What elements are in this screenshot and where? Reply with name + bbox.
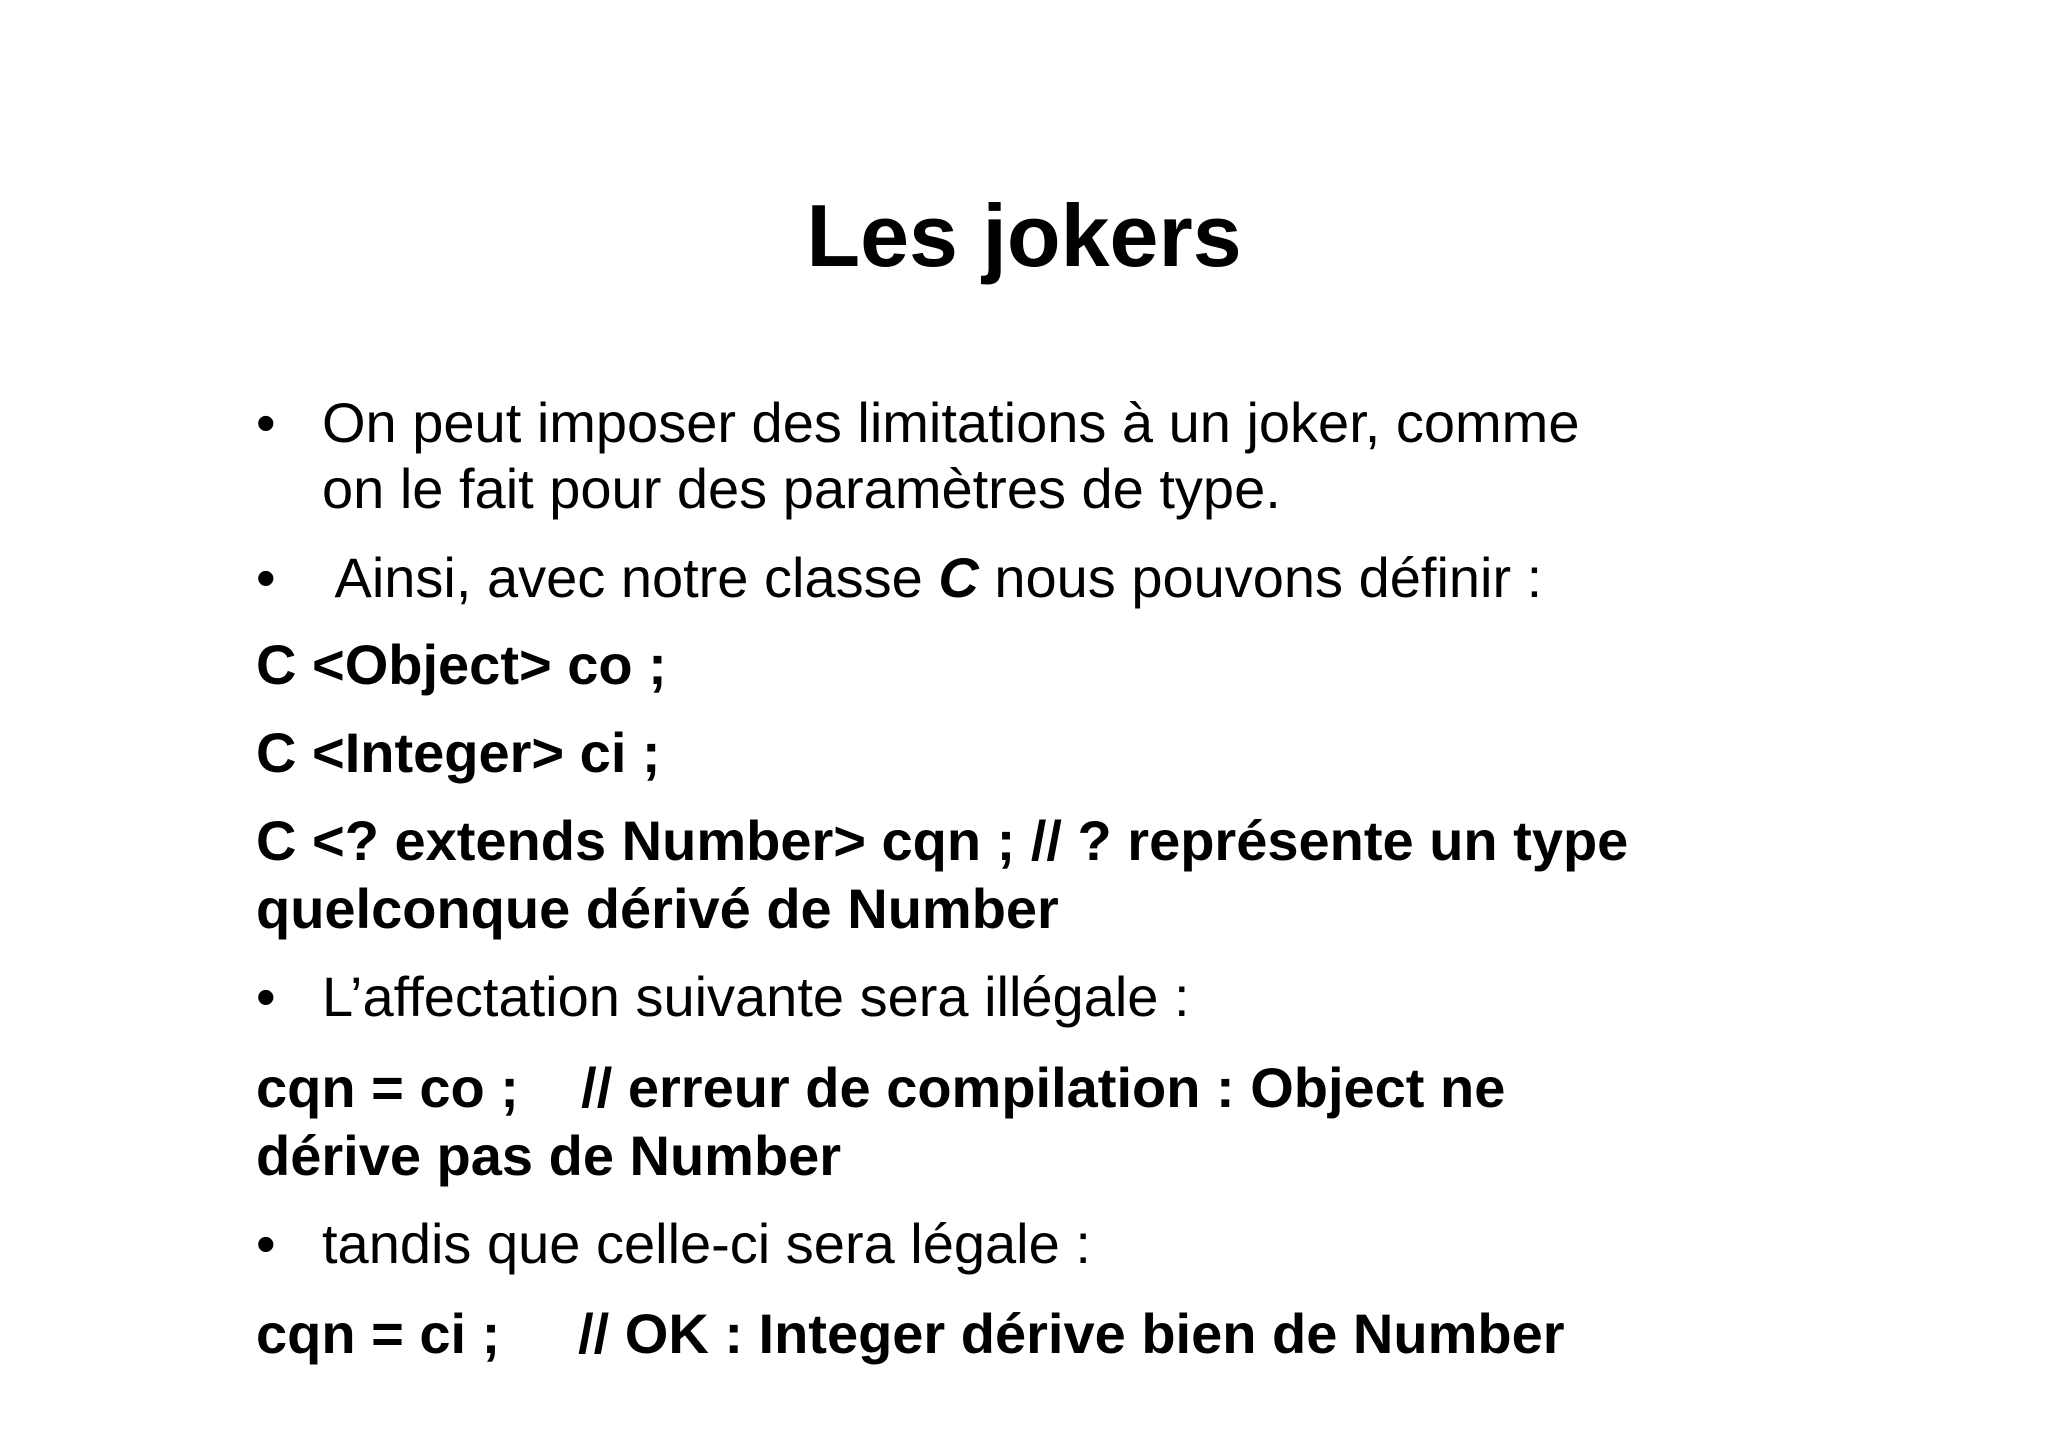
bullet-marker: •: [256, 1212, 276, 1275]
bullet-text: L’affectation suivante sera illégale :: [322, 965, 1190, 1028]
slide-title: Les jokers: [806, 186, 1242, 285]
code-line-3-cont: quelconque dérivé de Number: [256, 877, 1059, 940]
bullet-text: On peut imposer des limitations à un joker, comme: [322, 391, 1580, 454]
bullet-item-2: [256, 543, 1962, 613]
code-line-1: C <Object> co ;: [256, 633, 667, 696]
bullet-marker: •: [256, 391, 276, 454]
bullet-marker: •: [256, 546, 276, 609]
bullet-marker: •: [256, 965, 276, 1028]
code-line-4: cqn = co ; // erreur de compilation : Object ne: [256, 1056, 1506, 1119]
code-line-4-cont: dérive pas de Number: [256, 1124, 842, 1187]
class-name-emphasis: C: [938, 546, 979, 609]
bullet-item-1-cont: [256, 454, 1962, 524]
bullet-item-3: [256, 962, 1962, 1032]
bullet-item-4: [256, 1209, 1962, 1279]
code-line-2: C <Integer> ci ;: [256, 721, 661, 784]
bullet-text: tandis que celle-ci sera légale :: [322, 1212, 1091, 1275]
code-line-5: cqn = ci ; // OK : Integer dérive bien de Number: [256, 1302, 1565, 1365]
bullet-item-1: [256, 388, 1962, 458]
bullet-text: nous pouvons définir :: [978, 546, 1543, 609]
code-line-3: C <? extends Number> cqn ; // ? représente un type: [256, 809, 1629, 872]
bullet-text: on le fait pour des paramètres de type.: [322, 457, 1281, 520]
bullet-text: Ainsi, avec notre classe: [322, 546, 939, 609]
